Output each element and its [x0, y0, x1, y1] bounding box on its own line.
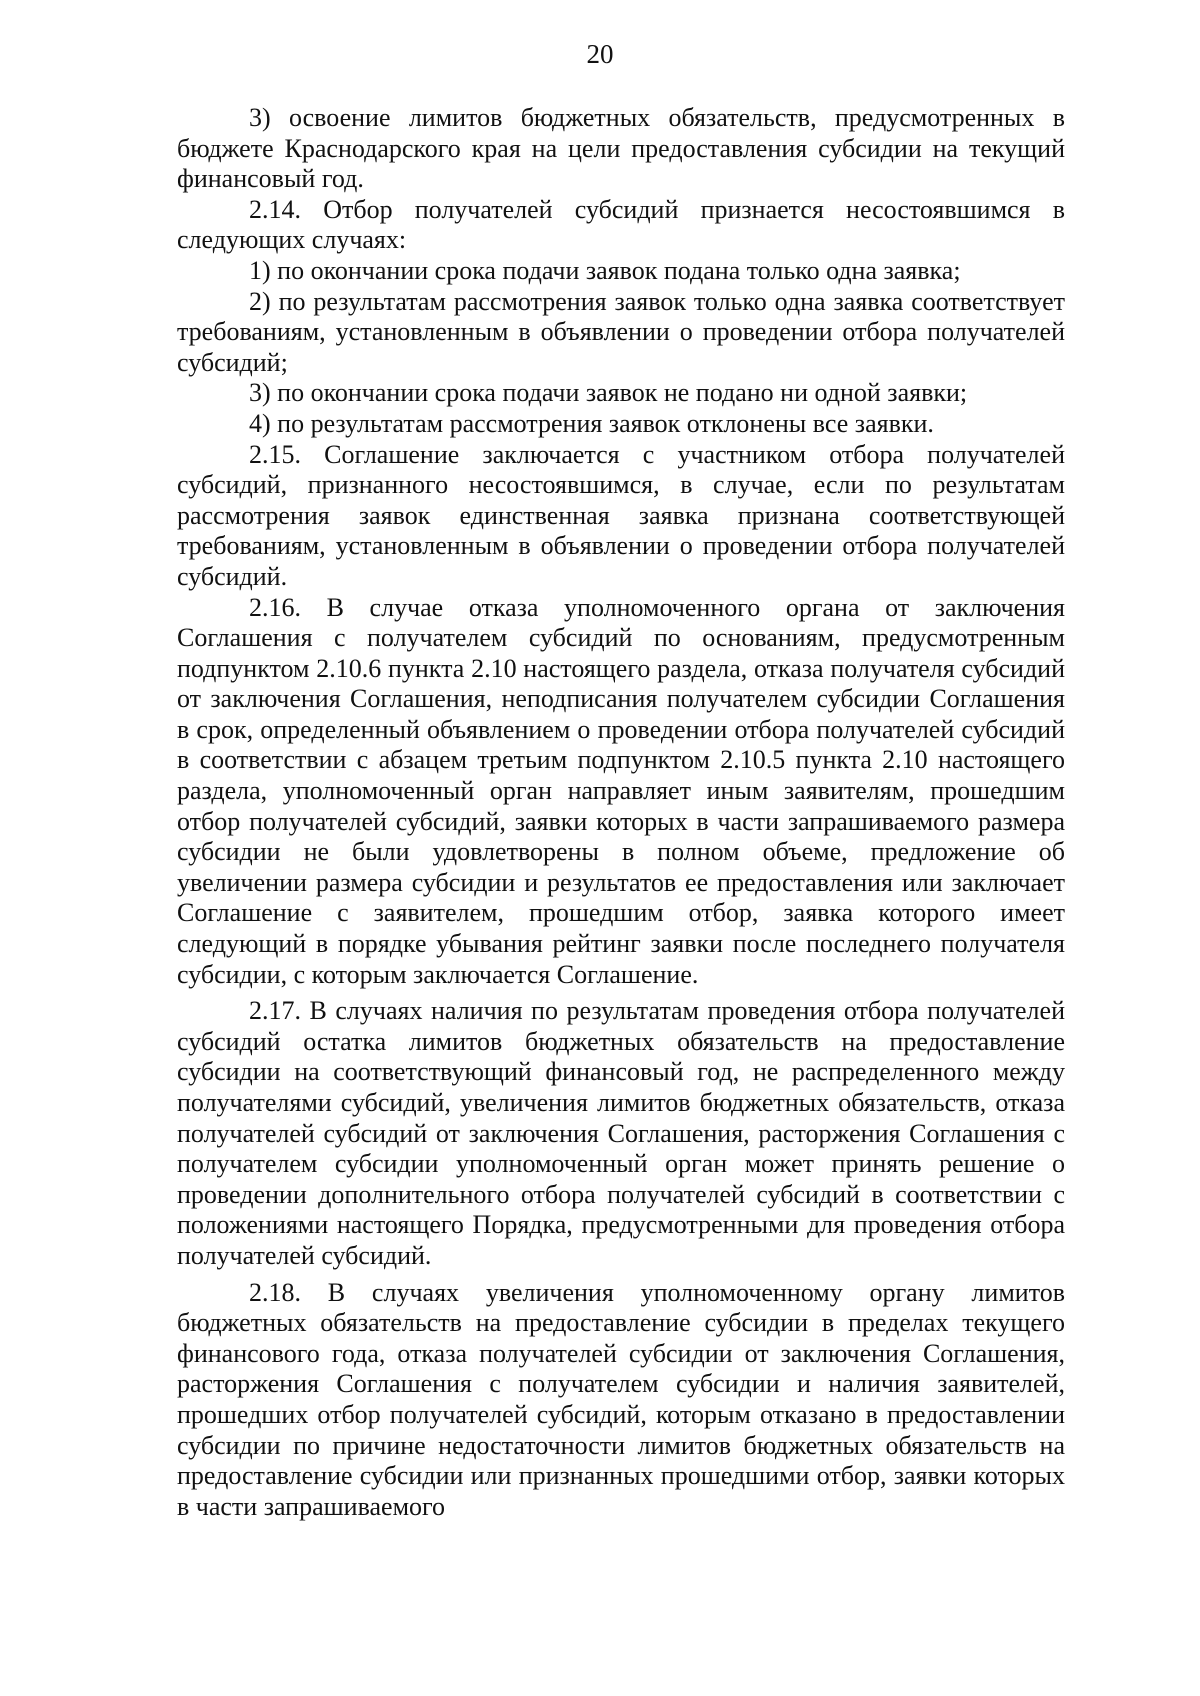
- paragraph-2-14-item-2: 2) по результатам рассмотрения заявок только одна заявка соответствует требованиям, установленным в объявлении о проведении отбора получателей субсидий;: [177, 286, 1065, 377]
- paragraph-2-14-item-4: 4) по результатам рассмотрения заявок отклонены все заявки.: [249, 408, 934, 438]
- paragraph-2-18: 2.18. В случаях увеличения уполномоченному органу лимитов бюджетных обязательств на предоставление субсидии в пределах текущего финансового года, отказа получателей субсидии от заключения Соглашения, расторжения Соглашения с получателем субсидии и наличия заявителей, прошедших отбор получателей субсидий, которым отказано в предоставлении субсидии по причине недостаточности лимитов бюджетных обязательств на предоставление субсидии или признанных прошедшими отбор, заявки которых в части запрашиваемого: [177, 1277, 1065, 1521]
- paragraph-2-15: 2.15. Соглашение заключается с участником отбора получателей субсидий, признанного несостоявшимся, в случае, если по результатам рассмотрения заявок единственная заявка признана соответствующей требованиям, установленным в объявлении о проведении отбора получателей субсидий.: [177, 439, 1065, 591]
- paragraph-3-limits: 3) освоение лимитов бюджетных обязательств, предусмотренных в бюджете Краснодарского края на цели предоставления субсидии на текущий финансовый год.: [177, 103, 1065, 194]
- page-number: 20: [586, 39, 614, 69]
- document-body: [177, 103, 1065, 1522]
- paragraph-2-17: 2.17. В случаях наличия по результатам проведения отбора получателей субсидий остатка лимитов бюджетных обязательств на предоставление субсидии на соответствующий финансовый год, не распределенного между получателями субсидий, увеличения лимитов бюджетных обязательств, отказа получателей субсидий от заключения Соглашения, расторжения Соглашения с получателем субсидии уполномоченный орган может принять решение о проведении дополнительного отбора получателей субсидий в соответствии с положениями настоящего Порядка, предусмотренными для проведения отбора получателей субсидий.: [177, 996, 1065, 1270]
- paragraph-2-14: 2.14. Отбор получателей субсидий признается несостоявшимся в следующих случаях:: [177, 194, 1065, 255]
- paragraph-2-14-item-1: 1) по окончании срока подачи заявок подана только одна заявка;: [249, 255, 961, 285]
- paragraph-2-16: 2.16. В случае отказа уполномоченного органа от заключения Соглашения с получателем субсидий по основаниям, предусмотренным подпунктом 2.10.6 пункта 2.10 настоящего раздела, отказа получателя субсидий от заключения Соглашения, неподписания получателем субсидии Соглашения в срок, определенный объявлением о проведении отбора получателей субсидий в соответствии с абзацем третьим подпунктом 2.10.5 пункта 2.10 настоящего раздела, уполномоченный орган направляет иным заявителям, прошедшим отбор получателей субсидий, заявки которых в части запрашиваемого размера субсидии не были удовлетворены в полном объеме, предложение об увеличении размера субсидии и результатов ее предоставления или заключает Соглашение с заявителем, прошедшим отбор, заявка которого имеет следующий в порядке убывания рейтинг заявки после последнего получателя субсидии, с которым заключается Соглашение.: [177, 592, 1065, 989]
- paragraph-2-14-item-3: 3) по окончании срока подачи заявок не подано ни одной заявки;: [249, 378, 968, 408]
